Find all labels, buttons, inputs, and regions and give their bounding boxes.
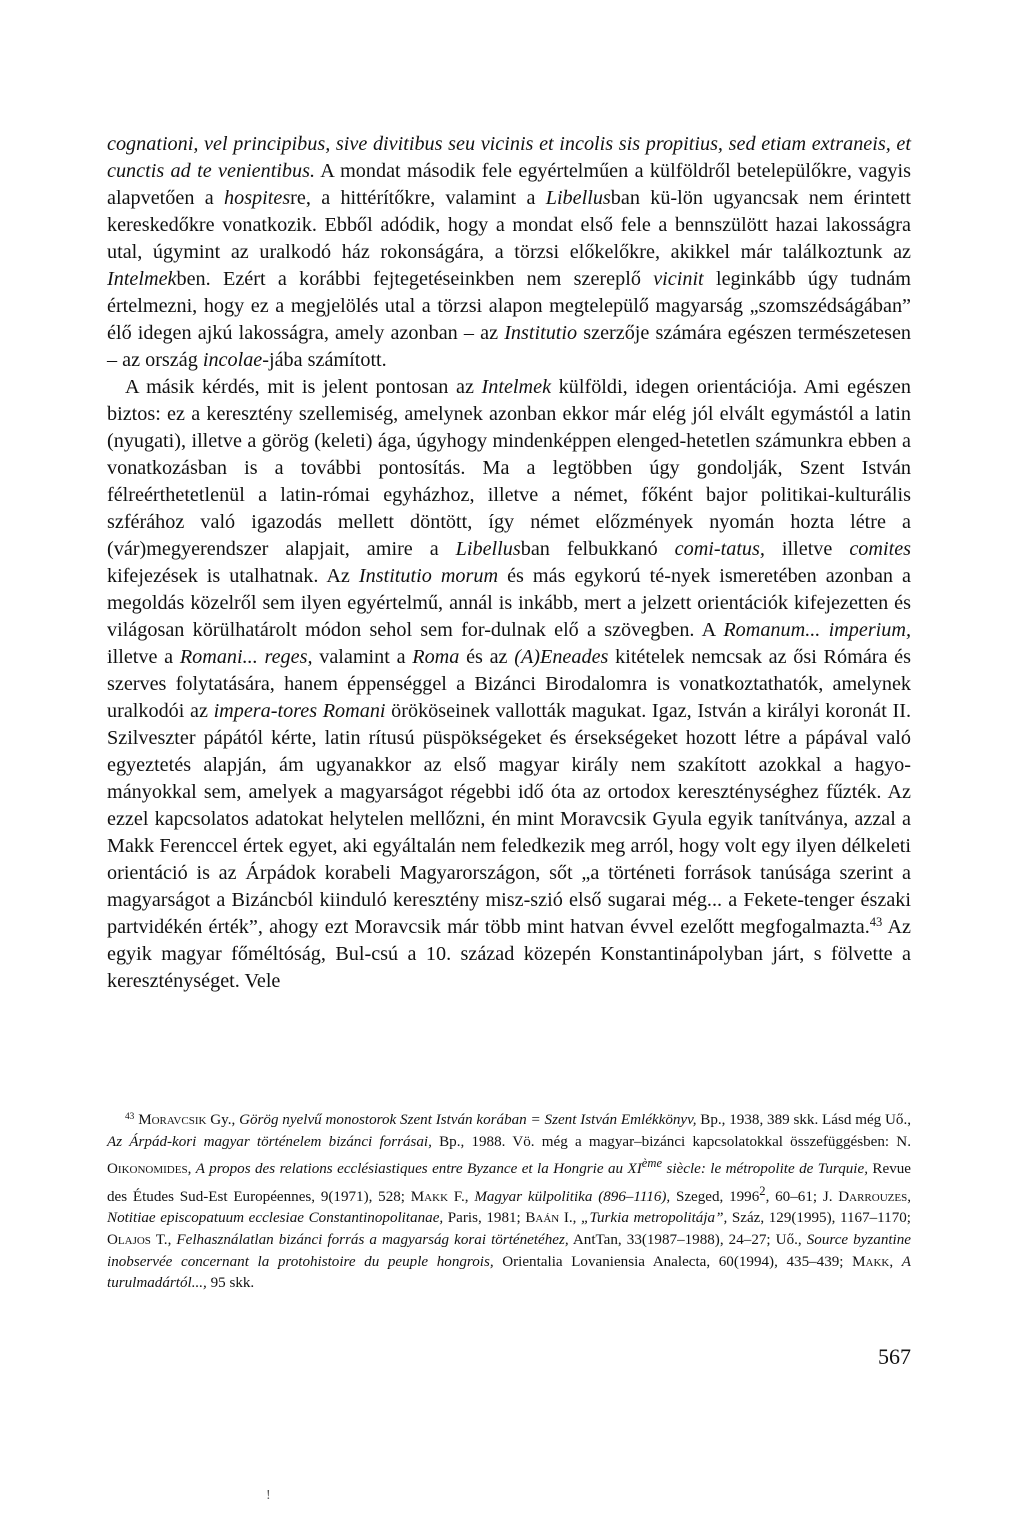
paragraph-1: cognationi, vel principibus, sive divitibus seu vicinis et incolis sis propitius, sed etiam extraneis, et cunctis ad te venientibus. A mondat második fele egyértelműen a külföldről betelepülőkre, vagyis alapvetően a hospitesre, a hittérítőkre, valamint a Libellusban kü-lön ugyancsak nem érintett kereskedőkre vonatkozik. Ebből adódik, hogy a mondat első fele a bennszülött hazai lakosságra utal, úgymint az uralkodó ház rokonságára, a törzsi előkelőkre, akikkel már találkoztunk az Intelmekben. Ezért a korábbi fejtegetéseinkben nem szereplő vicinit leginkább úgy tudnám értelmezni, hogy ez a megjelölés utal a törzsi alapon megtelepülő magyarság „szomszédságában” élő idegen ajkú lakosságra, amely azonban – az Institutio szerzője számára egészen természetesen – az ország incolae-jába számított.: [107, 133, 912, 371]
author-name: Oikonomides: [107, 1161, 188, 1178]
main-text: [107, 131, 911, 995]
footnotes: [107, 1110, 911, 1295]
page-number: 567: [878, 1344, 911, 1369]
footnote-reference[interactable]: 43: [869, 915, 883, 930]
author-name: Makk: [410, 1188, 449, 1205]
footnote-43: $^{43}$ Moravcsik Gy., Görög nyelvű monostorok Szent István korában = Szent István Emlékkönyv, Bp., 1938, 389 skk. Lásd még Uő., Az Árpád-kori magyar történelem bizánci forrásai, Bp., 1988. Vö. még a magyar–bizánci kapcsolatokkal összefüggésben: N. Oikonomides, A propos des relations ecclésiastiques entre Byzance et la Hongrie au XIème siècle: le métropolite de Turquie, Revue des Études Sud-Est Européennes, 9(1971), 528; Makk F., Magyar külpolitika (896–1116), Szeged, 1996$^2$, 60–61; J. Darrouzes, Notitiae episcopatuum ecclesiae Constantinopolitanae, Paris, 1981; Baán I., „Turkia metropolitája”, Száz, 129(1995), 1167–1170; Olajos T., Felhasználatlan bizánci forrás a magyarság korai történetéhez, AntTan, 33(1987–1988), 24–27; Uő., Source byzantine inobservée concernant la protohistoire du peuple hongrois, Orientalia Lovaniensia Analecta, 60(1994), 435–439; Makk, A turulmadártól..., 95 skk.: [107, 1111, 912, 1292]
paragraph-2: A másik kérdés, mit is jelent pontosan az Intelmek külföldi, idegen orientációja. Ami egészen biztos: ez a keresztény szellemiség, amelynek azonban ekkor már elég jól elvált egymástól a latin (nyugati), illetve a görög (keleti) ága, úgyhogy mindenképpen elenged-hetetlen számunkra ebben a vonatkozásban is a további pontosítás. Ma a legtöbben úgy gondolják, Szent István félreérthetetlenül a latin-római egyházhoz, illetve a német, főként bajor politikai-kulturális szférához való igazodás mellett döntött, így német előzmények nyomán hozta létre a (vár)megyerendszer alapjait, amire a Libellusban felbukkanó comi-tatus, illetve comites kifejezések is utalhatnak. Az Institutio morum és más egykorú té-nyek ismeretében azonban a megoldás közelről sem ilyen egyértelmű, annál is inkább, mert a jelzett orientációk kifejezetten és világosan körülhatárolt módon sehol sem for-dulnak elő a szövegben. A Romanum... imperium, illetve a Romani... reges, valamint a Roma és az (A)Eneades kitételek nemcsak az ősi Rómára és szerves folytatására, hanem éppenséggel a Bizánci Birodalomra is vonatkoztathatók, amelynek uralkodói az impera-tores Romani örököseinek vallották magukat. Igaz, István a királyi koronát II. Szilveszter pápától kérte, latin rítusú püspökségeket és érsekségeket hozott létre a pápával való egyeztetés alapján, ám ugyanakkor az első magyar király nem szakított azokkal a hagyo-mányokkal sem, amelyek a magyarságot régebbi idő óta az ortodox kereszténységhez fűzték. Az ezzel kapcsolatos adatokat helytelen mellőzni, én mint Moravcsik Gyula egyik tanítványa, azzal a Makk Ferenccel értek egyet, aki egyáltalán nem feledkezik meg arról, hogy volt egy ilyen délkeleti orientáció is az Árpádok korabeli Magyarországon, sőt „a történeti források tanúsága szerint a magyarságot a Bizáncból kiinduló keresztény misz-szió első sugarai még... a Fekete-tenger északi partvidékén érték”, ahogy ezt Moravcsik már több mint hatvan évvel ezelőtt megfogalmazta.$^{43}$ Az egyik magyar főméltóság, Bul-csú a 10. század közepén Konstantinápolyban járt, s fölvette a kereszténységet. Vele: [107, 376, 912, 992]
author-name: Olajos: [107, 1232, 151, 1249]
scan-artifact-mark: !: [266, 1488, 271, 1503]
author-name: Makk: [852, 1253, 890, 1270]
author-name: Baán: [525, 1210, 560, 1227]
author-name: Darrouzes: [838, 1188, 908, 1205]
footnote-number: 43: [125, 1111, 135, 1122]
author-name: Moravcsik: [138, 1112, 207, 1128]
